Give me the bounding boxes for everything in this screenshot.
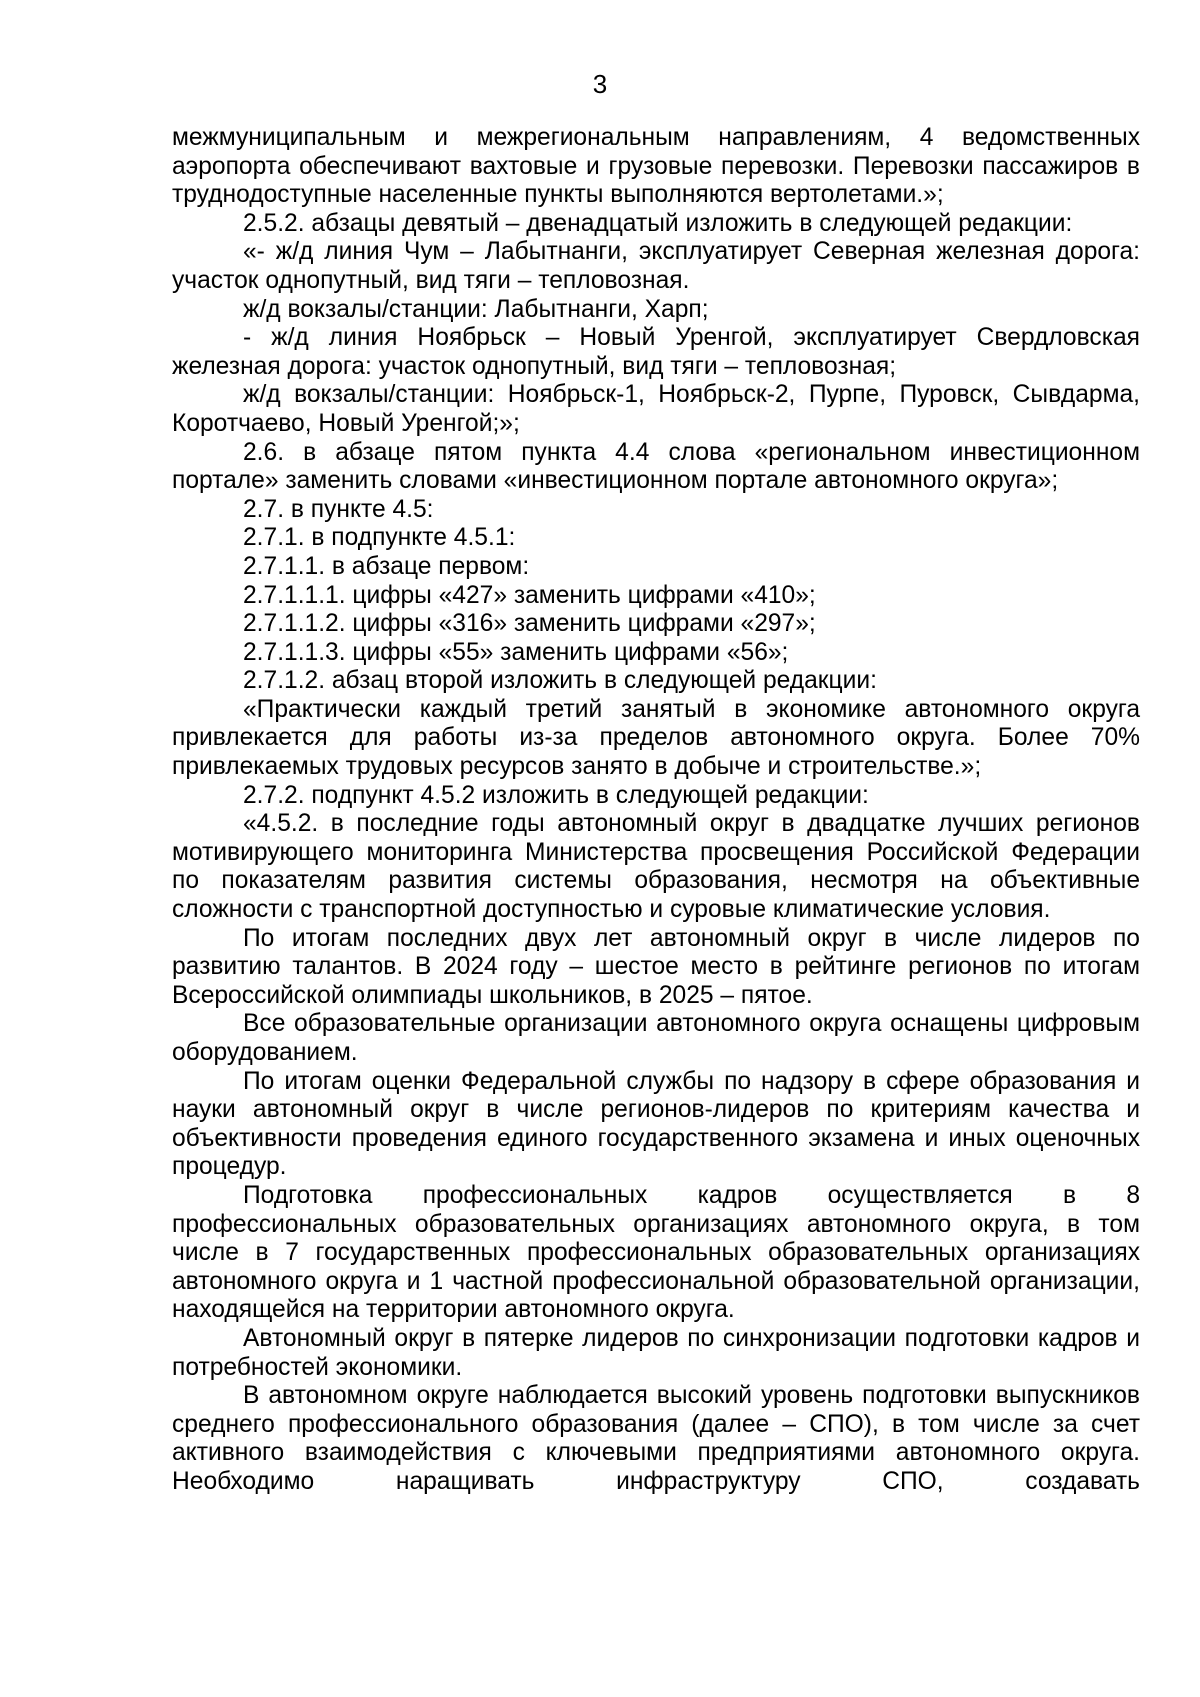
document-body	[172, 124, 1140, 1497]
paragraph: межмуниципальным и межрегиональным направлениям, 4 ведомственных аэропорта обеспечивают вахтовые и грузовые перевозки. Перевозки пассажиров в труднодоступные населенные пункты выполняются вертолетами.»;	[172, 124, 1140, 209]
paragraph: 2.7.2. подпункт 4.5.2 изложить в следующей редакции:	[243, 781, 869, 809]
paragraph: 2.7.1.1.1. цифры «427» заменить цифрами «410»;	[243, 581, 816, 609]
paragraph: Все образовательные организации автономного округа оснащены цифровым оборудованием.	[172, 1010, 1140, 1066]
paragraph: - ж/д линия Ноябрьск – Новый Уренгой, эксплуатирует Свердловская железная дорога: участок однопутный, вид тяги – тепловозная;	[172, 324, 1140, 380]
paragraph: В автономном округе наблюдается высокий уровень подготовки выпускников среднего профессионального образования (далее – СПО), в том числе за счет активного взаимодействия с ключевыми предприятиями автономного округа. Необходимо наращивать инфраструктуру СПО, создавать	[172, 1382, 1140, 1495]
paragraph: 2.5.2. абзацы девятый – двенадцатый изложить в следующей редакции:	[243, 209, 1073, 237]
paragraph: Автономный округ в пятерке лидеров по синхронизации подготовки кадров и потребностей экономики.	[172, 1324, 1140, 1381]
paragraph: ж/д вокзалы/станции: Лабытнанги, Харп;	[243, 295, 709, 323]
page-number: 3	[592, 69, 608, 99]
paragraph: «4.5.2. в последние годы автономный округ в двадцатке лучших регионов мотивирующего мониторинга Министерства просвещения Российской Федерации по показателям развития системы образования, несмотря на объективные сложности с транспортной доступностью и суровые климатические условия.	[172, 810, 1140, 924]
paragraph: 2.7.1.1. в абзаце первом:	[243, 552, 530, 580]
paragraph: 2.7.1.1.2. цифры «316» заменить цифрами «297»;	[243, 610, 816, 638]
paragraph: 2.7.1.2. абзац второй изложить в следующей редакции:	[243, 667, 877, 695]
paragraph: «- ж/д линия Чум – Лабытнанги, эксплуатирует Северная железная дорога: участок однопутный, вид тяги – тепловозная.	[172, 238, 1140, 294]
paragraph: 2.7.1. в подпункте 4.5.1:	[243, 524, 516, 552]
paragraph: Подготовка профессиональных кадров осуществляется в 8 профессиональных образовательных организациях автономного округа, в том числе в 7 государственных профессиональных образовательных организациях автономного округа и 1 частной профессиональной образовательной организации, находящейся на территории автономного округа.	[172, 1181, 1140, 1324]
paragraph: 2.6. в абзаце пятом пункта 4.4 слова «региональном инвестиционном портале» заменить словами «инвестиционном портале автономного округа»;	[172, 438, 1140, 495]
paragraph: ж/д вокзалы/станции: Ноябрьск-1, Ноябрьск-2, Пурпе, Пуровск, Сывдарма, Коротчаево, Новый Уренгой;»;	[172, 381, 1140, 437]
paragraph: 2.7. в пункте 4.5:	[243, 495, 434, 523]
paragraph: По итогам последних двух лет автономный округ в числе лидеров по развитию талантов. В 2024 году – шестое место в рейтинге регионов по итогам Всероссийской олимпиады школьников, в 2025 – пятое.	[172, 924, 1140, 1009]
paragraph: 2.7.1.1.3. цифры «55» заменить цифрами «56»;	[243, 638, 789, 666]
paragraph: По итогам оценки Федеральной службы по надзору в сфере образования и науки автономный округ в числе регионов-лидеров по критериям качества и объективности проведения единого государственного экзамена и иных оценочных процедур.	[172, 1067, 1140, 1181]
paragraph: «Практически каждый третий занятый в экономике автономного округа привлекается для работы из-за пределов автономного округа. Более 70% привлекаемых трудовых ресурсов занято в добыче и строительстве.»;	[172, 695, 1140, 781]
